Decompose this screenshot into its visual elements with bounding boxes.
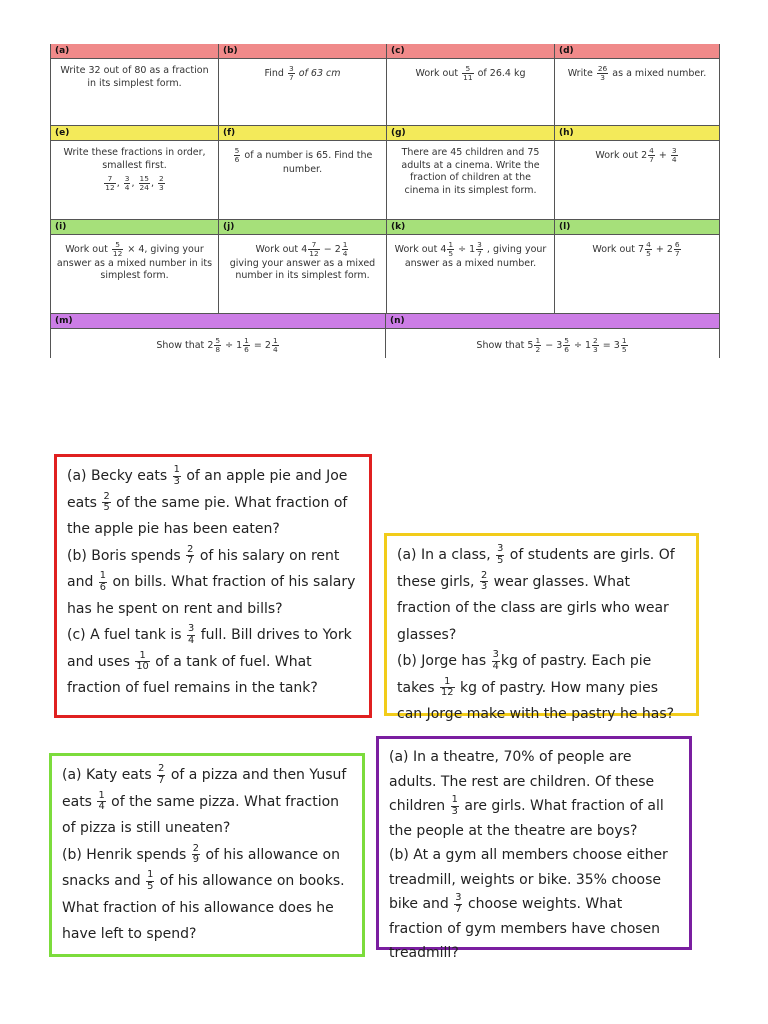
word-problem-box-purple [376,736,692,961]
cell-label-i: (i) [50,220,218,234]
question-b-pre: Find [264,67,284,79]
cell-label-e: (e) [50,126,218,140]
question-m: Show that 2 $\frac{5}{8}$ ÷ 1 $\frac{1}{6}$ = 2 $\frac{1}{4}$ [50,328,385,358]
cell-label-h: (h) [554,126,720,140]
problem-b: (b) Henrik spends $\frac{2}{9}$ of his allowance on snacks and $\frac{1}{5}$ of his allowance on books. What fraction of his allowance does he have left to spend? [62,842,345,942]
cell-label-m: (m) [50,314,385,328]
question-n: Show that 5 $\frac{1}{2}$ − 3 $\frac{5}{6}$ ÷ 1 $\frac{2}{3}$ = 3 $\frac{1}{5}$ [385,328,720,358]
cell-label-b: (b) [218,44,386,58]
question-j-pre: Work out [255,243,299,255]
question-c-pre: Work out [415,67,459,79]
question-l: Work out 7 $\frac{4}{5}$ + 2 $\frac{6}{7}$ [554,234,720,314]
question-k-pre: Work out [394,243,438,255]
problem-a: (a) In a class, $\frac{3}{5}$ of students are girls. Of these girls, $\frac{2}{3}$ wear glasses. What fraction of the class are girls who wear glasses? [397,543,675,643]
header-row-3 [50,220,720,234]
question-a [50,58,218,126]
problem-a: (a) Katy eats $\frac{2}{7}$ of a pizza and then Yusuf eats $\frac{1}{4}$ of the same pizza. What fraction of pizza is still uneaten? [62,763,347,836]
cell-label-c: (c) [386,44,554,58]
word-problem-box-yellow [384,533,699,722]
word-problem-box-red [54,454,372,718]
question-a-text: Write 32 out of 80 as a fraction in its simplest form. [60,65,209,89]
question-m-pre: Show that [156,339,205,351]
question-d-post: as a mixed number. [612,67,707,79]
body-row-4 [50,328,720,358]
question-l-pre: Work out [592,243,636,255]
question-f-text: of a number is 65. Find the number. [244,149,373,175]
question-h-pre: Work out [595,149,639,161]
question-e-text: Write these fractions in order, smallest first. [63,147,206,171]
cell-label-f: (f) [218,126,386,140]
question-b [218,58,386,126]
worksheet-grid [50,44,720,358]
fraction: $\frac{5}{6}$ [234,146,240,164]
question-k: Work out 4 $\frac{1}{5}$ ÷ 1 $\frac{3}{7}$ , giving your answer as a mixed number. [386,234,554,314]
cell-label-a: (a) [50,44,218,58]
problem-a: (a) In a theatre, 70% of people are adults. The rest are children. Of these children $\frac{1}{3}$ are girls. What fraction of all the people at the theatre are boys? [389,749,664,839]
header-row-1 [50,44,720,58]
question-j: Work out 4 $\frac{7}{12}$ − 2 $\frac{1}{4}$ giving your answer as a mixed number in its simplest form. [218,234,386,314]
problem-b: (b) At a gym all members choose either treadmill, weights or bike. 35% choose bike and $\frac{3}{7}$ choose weights. What fraction of gym members have chosen treadmill? [389,847,668,961]
question-d [554,58,720,126]
body-row-2 [50,140,720,220]
question-i-post: × 4, giving your answer as a mixed number in its simplest form. [56,243,213,282]
fraction-list: $\frac{7}{12}$ , $\frac{3}{4}$ , $\frac{15}{24}$ , $\frac{2}{3}$ [105,174,164,192]
question-k-post: , giving your answer as a mixed number. [404,243,547,269]
question-g-text: There are 45 children and 75 adults at a cinema. Write the fraction of children at the cinema in its simplest form. [401,147,540,196]
question-c-post: of 26.4 kg [477,67,526,79]
question-c [386,58,554,126]
cell-label-j: (j) [218,220,386,234]
question-n-pre: Show that [476,339,525,351]
question-i: Work out $\frac{5}{12}$ × 4, giving your answer as a mixed number in its simplest form. [50,234,218,314]
question-g [386,140,554,220]
fraction: $\frac{5}{11}$ [463,64,473,82]
problem-c: (c) A fuel tank is $\frac{3}{4}$ full. Bill drives to York and uses $\frac{1}{10}$ of a tank of fuel. What fraction of fuel remains in the tank? [67,623,352,696]
problem-a: (a) Becky eats $\frac{1}{3}$ of an apple pie and Joe eats $\frac{2}{5}$ of the same pie. What fraction of the apple pie has been eaten? [67,464,348,537]
body-row-1 [50,58,720,126]
cell-label-d: (d) [554,44,720,58]
question-h: Work out 2 $\frac{4}{7}$ + $\frac{3}{4}$ [554,140,720,220]
cell-label-g: (g) [386,126,554,140]
problem-b: (b) Jorge has $\frac{3}{4}$ kg of pastry. Each pie takes $\frac{1}{12}$ kg of pastry. How many pies can Jorge make with the pastry he has? [397,649,675,722]
question-b-post: of 63 cm [298,67,341,79]
question-j-post: giving your answer as a mixed number in its simplest form. [229,257,376,282]
question-i-pre: Work out [65,243,108,255]
cell-label-l: (l) [554,220,720,234]
question-e [50,140,218,220]
header-row-2 [50,126,720,140]
word-problem-box-green [49,753,365,957]
cell-label-k: (k) [386,220,554,234]
question-d-pre: Write [567,67,593,79]
header-row-4 [50,314,720,328]
problem-b: (b) Boris spends $\frac{2}{7}$ of his salary on rent and $\frac{1}{6}$ on bills. What fraction of his salary has he spent on rent and bills? [67,543,356,617]
fraction: $\frac{3}{7}$ [288,64,294,82]
question-f [218,140,386,220]
body-row-3 [50,234,720,314]
fraction: $\frac{26}{3}$ [597,64,608,82]
cell-label-n: (n) [385,314,720,328]
